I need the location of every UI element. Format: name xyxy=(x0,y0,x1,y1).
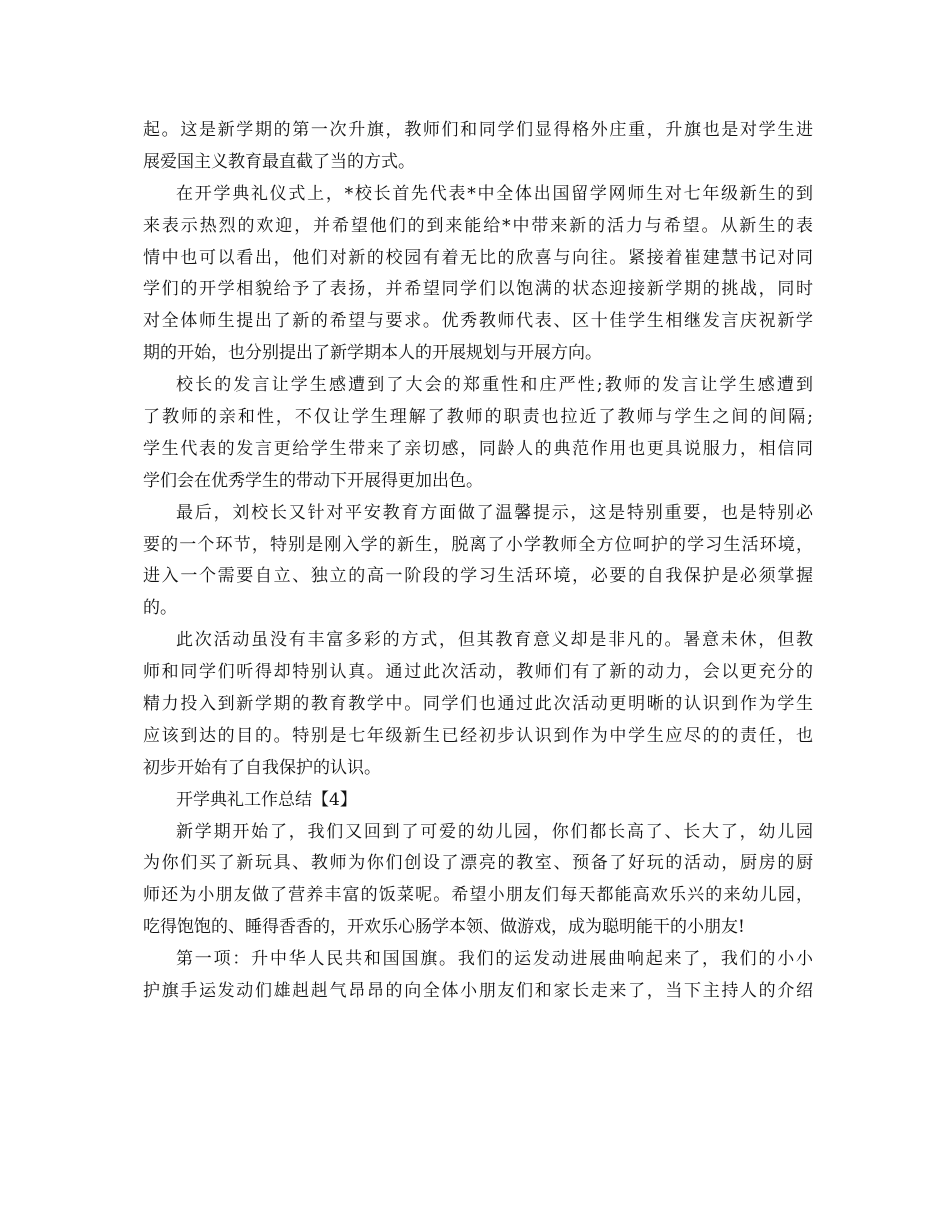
text-line: 吃得饱饱的、睡得香香的，开欢乐心肠学本领、做游戏，成为聪明能干的小朋友! xyxy=(143,917,745,938)
text-line: 起。这是新学期的第一次升旗，教师们和同学们显得格外庄重，升旗也是对学生进 xyxy=(143,120,813,140)
paragraph-first-line: 在开学典礼仪式上，*校长首先代表*中全体出国留学网师生对七年级新生的到 xyxy=(176,183,813,204)
text-line: 学们的开学相貌给予了表扬，并希望同学们以饱满的状态迎接新学期的挑战，同时 xyxy=(143,279,813,300)
text-line: 情中也可以看出，他们对新的校园有着无比的欣喜与向往。紧接着崔建慧书记对同 xyxy=(143,247,813,268)
paragraph-first-line: 最后，刘校长又针对平安教育方面做了温馨提示，这是特别重要，也是特别必 xyxy=(176,502,813,523)
text-line: 师和同学们听得却特别认真。通过此次活动，教师们有了新的动力，会以更充分的 xyxy=(143,662,813,683)
text-line: 学们会在优秀学生的带动下开展得更加出色。 xyxy=(143,470,483,491)
text-line: 学生代表的发言更给学生带来了亲切感，同龄人的典范作用也更具说服力，相信同 xyxy=(143,438,813,459)
text-line: 应该到达的目的。特别是七年级新生已经初步认识到作为中学生应尽的的责任，也 xyxy=(143,725,813,746)
text-line: 为你们买了新玩具、教师为你们创设了漂亮的教室、预备了好玩的活动，厨房的厨 xyxy=(143,853,813,874)
text-line: 来表示热烈的欢迎，并希望他们的到来能给*中带来新的活力与希望。从新生的表 xyxy=(143,215,813,236)
paragraph-first-line: 新学期开始了，我们又回到了可爱的幼儿园，你们都长高了、长大了，幼儿园 xyxy=(176,821,813,842)
section-heading: 开学典礼工作总结【4】 xyxy=(176,789,357,810)
text-line: 展爱国主义教育最直截了当的方式。 xyxy=(143,151,415,172)
text-line: 对全体师生提出了新的希望与要求。优秀教师代表、区十佳学生相继发言庆祝新学 xyxy=(143,311,813,332)
text-line: 护旗手运发动们雄赳赳气昂昂的向全体小朋友们和家长走来了，当下主持人的介绍 xyxy=(143,981,813,1002)
paragraph-first-line: 此次活动虽没有丰富多彩的方式，但其教育意义却是非凡的。暑意未休，但教 xyxy=(176,630,813,651)
text-line: 初步开始有了自我保护的认识。 xyxy=(143,757,381,778)
text-line: 的。 xyxy=(143,598,177,619)
text-line: 期的开始，也分别提出了新学期本人的开展规划与开展方向。 xyxy=(143,343,602,364)
paragraph-first-line: 第一项：升中华人民共和国国旗。我们的运发动进展曲响起来了，我们的小小 xyxy=(176,949,813,970)
document-body xyxy=(143,115,813,1008)
text-line: 师还为小朋友做了营养丰富的饭菜呢。希望小朋友们每天都能高欢乐兴的来幼儿园， xyxy=(143,885,813,906)
text-line: 了教师的亲和性，不仅让学生理解了教师的职责也拉近了教师与学生之间的间隔; xyxy=(143,407,813,428)
text-line: 要的一个环节，特别是刚入学的新生，脱离了小学教师全方位呵护的学习生活环境， xyxy=(143,534,813,555)
paragraph-first-line: 校长的发言让学生感遭到了大会的郑重性和庄严性;教师的发言让学生感遭到 xyxy=(176,375,813,396)
text-line: 精力投入到新学期的教育教学中。同学们也通过此次活动更明晰的认识到作为学生 xyxy=(143,694,813,715)
text-line: 进入一个需要自立、独立的高一阶段的学习生活环境，必要的自我保护是必须掌握 xyxy=(143,566,813,587)
